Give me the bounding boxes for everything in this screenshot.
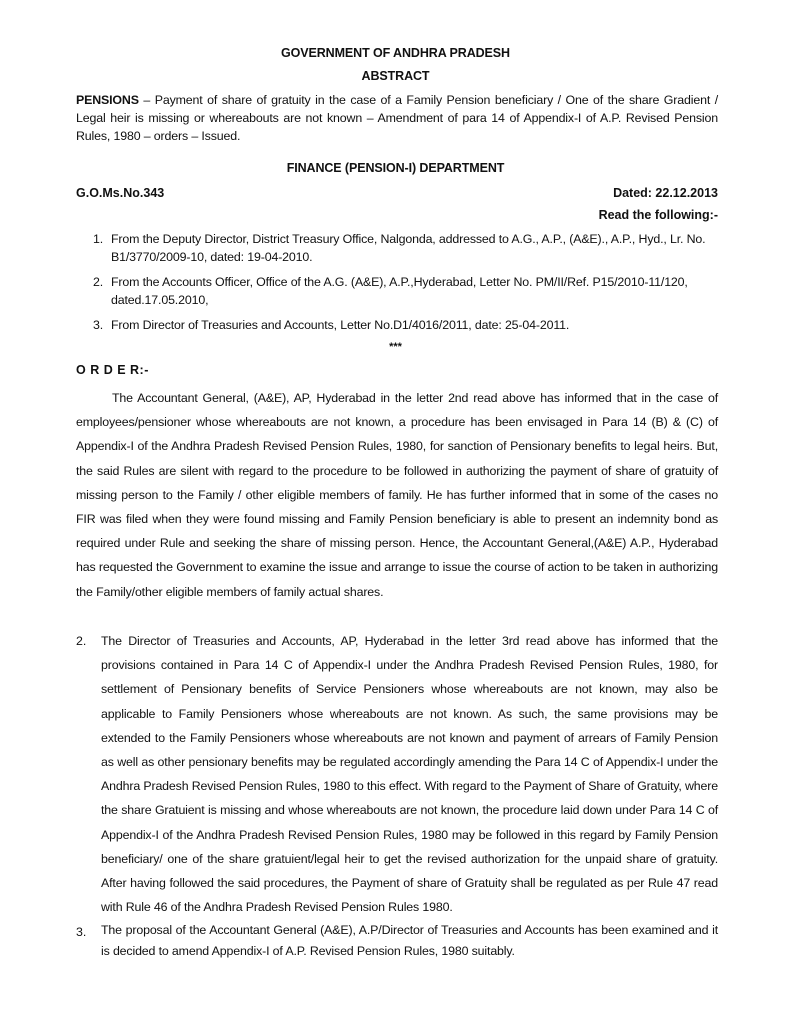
subject-paragraph xyxy=(76,91,718,146)
separator: *** xyxy=(389,341,402,353)
government-heading: GOVERNMENT OF ANDHRA PRADESH xyxy=(281,46,510,60)
reference-list xyxy=(86,230,718,341)
department-heading: FINANCE (PENSION-I) DEPARTMENT xyxy=(286,161,505,175)
read-following-label: Read the following:- xyxy=(598,208,718,222)
reference-item: 2. From the Accounts Officer, Office of the A.G. (A&E), A.P.,Hyderabad, Letter No. PM/II/Ref. P15/2010-11/120, dated.17.05.2010, xyxy=(93,274,688,308)
order-paragraph-1: The Accountant General, (A&E), AP, Hyderabad in the letter 2nd read above has informed that in the case of employees/pensioner whose whereabouts are not known, a procedure has been envisaged in Para 14 (B) & (C) of Appendix-I of the Andhra Pradesh Revised Pension Rules, 1980, for sanction of Pensionary benefits to legal heirs. But, the said Rules are silent with regard to the procedure to be followed in authorizing the payment of share of gratuity of missing person to the Family / other eligible members of family. He has further informed that in some of the cases no FIR was filed when they were found missing and Family Pension beneficiary is able to present an indemnity bond as required under Rule and seeking the share of missing person. Hence, the Accountant General,(A&E) A.P., Hyderabad has requested the Government to examine the issue and arrange to issue the course of action to be taken in authorizing the Family/other eligible members of family actual shares. xyxy=(76,391,718,599)
order-number: G.O.Ms.No.343 xyxy=(76,186,165,200)
reference-item: 3. From Director of Treasuries and Accounts, Letter No.D1/4016/2011, date: 25-04-2011. xyxy=(93,317,570,332)
order-item-3 xyxy=(76,920,718,963)
order-item-number: 2. xyxy=(76,634,87,648)
order-date: Dated: 22.12.2013 xyxy=(613,186,718,200)
order-heading: O R D E R:- xyxy=(76,363,149,377)
order-item-text: The Director of Treasuries and Accounts, AP, Hyderabad in the letter 3rd read above has informed that the provisions contained in Para 14 C of Appendix-I under the Andhra Pradesh Revised Pension Rules, 1980, for settlement of Pensionary benefits of Service Pensioners whose whereabouts are not known, may also be applicable to Family Pensioners whose whereabouts are not known. As such, the same provisions may be extended to the Family Pensioners whose whereabouts are not known and payment of arrears of Family Pension as well as other pensionary benefits may be regulated accordingly amending the Para 14 C of Appendix-I under the Andhra Pradesh Revised Pension Rules, 1980 to this effect. With regard to the Payment of Share of Gratuity, where the share Gratuient is missing and whose whereabouts are not known, the procedure laid down under Para 14 C of Appendix-I of the Andhra Pradesh Revised Pension Rules, 1980 may be followed in this regard by Family Pension beneficiary/ one of the share gratuient/legal heir to get the revised authorization for the unpaid share of gratuity. After having followed the said procedures, the Payment of share of Gratuity shall be regulated as per Rule 47 read with Rule 46 of the Andhra Pradesh Revised Pension Rules 1980. xyxy=(101,634,718,915)
abstract-heading: ABSTRACT xyxy=(361,69,430,83)
order-item-text: The proposal of the Accountant General (A&E), A.P/Director of Treasuries and Accounts has been examined and it is decided to amend Appendix-I of A.P. Revised Pension Rules, 1980 suitably. xyxy=(101,923,718,959)
subject-label: PENSIONS xyxy=(76,93,139,107)
order-item-2 xyxy=(76,629,718,919)
subject-text: – Payment of share of gratuity in the case of a Family Pension beneficiary / One of the share Gradient / Legal heir is missing or whereabouts are not known – Amendment of para 14 of Appendix-I of A.P. Revised Pension Rules, 1980 – orders – Issued. xyxy=(76,93,718,144)
reference-item: 1. From the Deputy Director, District Treasury Office, Nalgonda, addressed to A.G., A.P., (A&E)., A.P., Hyd., Lr. No. B1/3770/2009-10, dated: 19-04-2010. xyxy=(93,232,706,265)
order-item-number: 3. xyxy=(76,925,87,939)
